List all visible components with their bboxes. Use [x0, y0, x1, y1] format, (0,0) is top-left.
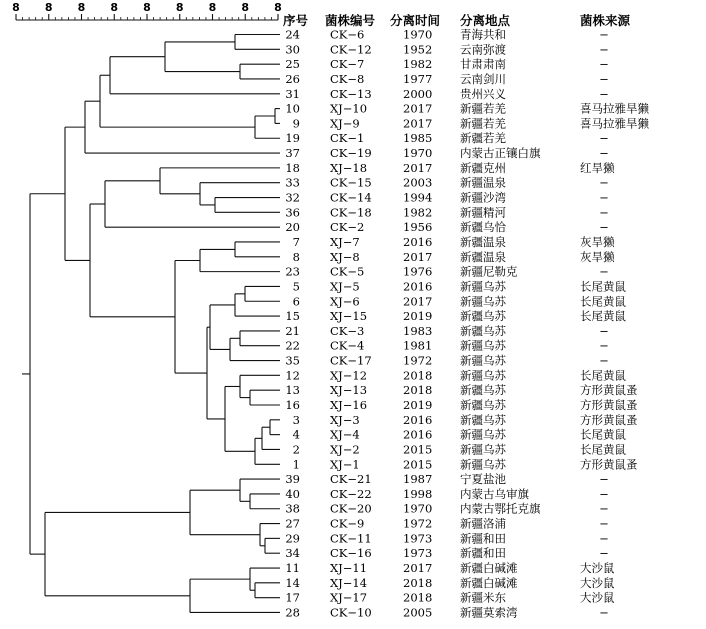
row-index: 12: [285, 368, 300, 383]
row-index: 16: [285, 398, 300, 412]
row-year: 1981: [403, 338, 433, 353]
row-strain: CK−12: [330, 42, 372, 57]
row-index: 26: [285, 71, 300, 86]
row-strain: XJ−11: [330, 561, 368, 576]
row-source: 大沙鼠: [580, 590, 615, 605]
row-index: 14: [285, 575, 300, 590]
row-location: 新疆乌苏: [460, 457, 506, 472]
table-row: [285, 324, 608, 338]
row-year: 1956: [403, 220, 433, 235]
row-strain: CK−1: [330, 131, 365, 146]
row-source: 方形黄鼠蚤: [580, 457, 638, 472]
row-source: 灰旱獭: [580, 249, 615, 264]
row-source: −: [599, 175, 609, 190]
row-strain: XJ−4: [330, 427, 360, 442]
row-year: 2016: [403, 234, 433, 249]
row-strain: XJ−14: [330, 575, 368, 590]
strain-table: [285, 28, 649, 620]
row-source: −: [599, 131, 609, 146]
row-location: 新疆乌苏: [460, 353, 506, 368]
row-source: −: [599, 338, 609, 353]
row-location: 新疆白碱滩: [460, 575, 518, 590]
scale-label: 8: [143, 1, 151, 14]
row-index: 17: [285, 590, 300, 605]
table-row: [285, 28, 608, 42]
table-row: [285, 502, 608, 516]
scale-bar: [12, 1, 282, 20]
row-source: −: [599, 353, 609, 368]
row-index: 40: [285, 486, 300, 501]
scale-label: 8: [44, 1, 53, 14]
row-year: 1976: [403, 264, 433, 279]
row-strain: XJ−1: [330, 457, 360, 472]
row-year: 2005: [403, 605, 433, 620]
row-year: 1970: [403, 146, 433, 161]
row-index: 24: [285, 27, 300, 42]
row-location: 新疆乌苏: [460, 368, 506, 383]
table-row: [293, 428, 627, 442]
row-index: 25: [285, 57, 300, 72]
table-row: [285, 72, 608, 86]
row-year: 1983: [403, 323, 433, 338]
row-index: 20: [285, 220, 300, 235]
row-source: 长尾黄鼠: [580, 309, 626, 324]
table-row: [285, 398, 638, 412]
table-row: [293, 250, 615, 264]
scale-label: 8: [110, 1, 119, 14]
row-year: 2019: [403, 398, 433, 412]
row-location: 新疆克州: [460, 160, 506, 175]
row-strain: XJ−9: [330, 116, 360, 131]
row-year: 2017: [403, 561, 433, 576]
row-strain: CK−3: [330, 323, 365, 338]
row-year: 1952: [403, 42, 433, 57]
row-strain: XJ−7: [330, 234, 360, 249]
row-source: 喜马拉雅旱獭: [580, 116, 649, 131]
row-source: 红旱獭: [580, 160, 615, 175]
row-year: 1972: [403, 516, 433, 531]
row-strain: XJ−15: [330, 309, 368, 324]
row-index: 32: [285, 190, 300, 205]
row-strain: XJ−18: [330, 160, 368, 175]
row-year: 1973: [403, 531, 433, 546]
row-strain: CK−11: [330, 531, 372, 546]
row-year: 2018: [403, 368, 433, 383]
table-row: [285, 339, 608, 353]
row-location: 新疆温泉: [460, 234, 506, 249]
row-index: 21: [285, 323, 300, 338]
row-location: 内蒙古正镶白旗: [460, 146, 541, 161]
row-year: 2015: [403, 442, 433, 457]
row-index: 33: [285, 175, 300, 190]
table-row: [285, 146, 608, 160]
row-location: 青海共和: [460, 27, 506, 42]
row-source: 长尾黄鼠: [580, 368, 626, 383]
row-index: 1: [292, 457, 300, 472]
row-year: 2018: [403, 575, 433, 590]
row-index: 37: [285, 146, 300, 161]
row-source: −: [599, 516, 609, 531]
row-index: 8: [292, 249, 300, 264]
row-index: 4: [292, 427, 300, 442]
row-year: 2018: [403, 590, 433, 605]
row-year: 2018: [403, 383, 433, 398]
row-strain: CK−14: [330, 190, 372, 205]
row-year: 1973: [403, 546, 433, 561]
row-source: −: [599, 501, 609, 516]
row-location: 新疆乌苏: [460, 338, 506, 353]
row-strain: XJ−12: [330, 368, 368, 383]
table-header: [283, 13, 631, 28]
table-row: [285, 102, 649, 116]
row-source: −: [599, 546, 609, 561]
row-strain: XJ−5: [330, 279, 360, 294]
table-row: [285, 576, 615, 590]
row-source: −: [599, 146, 609, 161]
table-row: [285, 517, 608, 531]
row-location: 新疆白碱滩: [460, 561, 518, 576]
row-index: 19: [285, 131, 300, 146]
row-index: 10: [285, 101, 300, 116]
row-index: 39: [285, 472, 300, 487]
table-row: [293, 279, 627, 293]
row-strain: XJ−3: [330, 412, 360, 427]
row-source: 方形黄鼠蚤: [580, 383, 638, 398]
row-location: 新疆和田: [460, 531, 506, 546]
row-index: 23: [285, 264, 300, 279]
table-row: [285, 87, 608, 101]
row-index: 3: [292, 412, 300, 427]
row-strain: CK−9: [330, 516, 365, 531]
row-strain: CK−19: [330, 146, 372, 161]
table-row: [293, 442, 627, 456]
row-source: −: [599, 323, 609, 338]
row-index: 30: [285, 42, 300, 57]
table-row: [285, 561, 615, 575]
row-source: −: [599, 27, 609, 42]
row-strain: CK−13: [330, 86, 372, 101]
row-year: 1972: [403, 353, 433, 368]
table-row: [285, 161, 615, 175]
row-index: 7: [292, 234, 300, 249]
row-location: 新疆乌苏: [460, 279, 506, 294]
table-row: [285, 472, 608, 486]
row-index: 22: [285, 338, 300, 353]
row-source: −: [599, 205, 609, 220]
row-index: 34: [285, 546, 300, 561]
table-row: [285, 309, 626, 323]
row-location: 新疆沙湾: [460, 190, 506, 205]
table-row: [285, 354, 608, 368]
row-year: 1994: [403, 190, 433, 205]
table-row: [293, 235, 615, 249]
row-source: −: [599, 71, 609, 86]
header-strain: 菌株编号: [325, 13, 376, 28]
row-strain: XJ−13: [330, 383, 368, 398]
row-location: 新疆洛浦: [460, 516, 506, 531]
row-index: 6: [292, 294, 300, 309]
row-location: 新疆乌苏: [460, 294, 506, 309]
table-row: [285, 368, 626, 382]
row-location: 新疆若羌: [460, 101, 506, 116]
row-location: 新疆乌苏: [460, 309, 506, 324]
row-location: 新疆乌苏: [460, 442, 506, 457]
row-year: 2015: [403, 457, 433, 472]
row-location: 甘肃肃南: [460, 57, 506, 72]
dendrogram-tree: [22, 35, 280, 613]
header-index: 序号: [283, 13, 309, 28]
row-source: −: [599, 57, 609, 72]
row-strain: CK−10: [330, 605, 372, 620]
row-index: 18: [285, 160, 300, 175]
row-index: 36: [285, 205, 300, 220]
row-location: 新疆乌苏: [460, 427, 506, 442]
row-location: 新疆若羌: [460, 116, 506, 131]
row-strain: CK−17: [330, 353, 372, 368]
row-location: 贵州兴义: [460, 86, 506, 101]
table-row: [293, 294, 627, 308]
row-location: 新疆乌苏: [460, 412, 506, 427]
row-year: 2003: [403, 175, 433, 190]
row-strain: XJ−17: [330, 590, 368, 605]
row-year: 2016: [403, 412, 433, 427]
row-year: 2019: [403, 309, 433, 324]
row-index: 38: [285, 501, 300, 516]
row-location: 云南剑川: [460, 71, 506, 86]
row-index: 31: [285, 86, 300, 101]
row-location: 新疆尼勒克: [460, 264, 518, 279]
table-row: [285, 591, 615, 605]
table-row: [285, 42, 608, 56]
table-row: [285, 605, 608, 619]
row-index: 15: [285, 309, 300, 324]
row-strain: CK−18: [330, 205, 372, 220]
scale-label: 8: [241, 1, 250, 14]
row-year: 1982: [403, 205, 433, 220]
row-index: 28: [285, 605, 300, 620]
row-year: 1998: [403, 486, 433, 501]
row-location: 新疆温泉: [460, 249, 506, 264]
row-location: 新疆温泉: [460, 175, 506, 190]
row-location: 新疆和田: [460, 546, 506, 561]
row-location: 新疆乌苏: [460, 323, 506, 338]
row-strain: CK−8: [330, 71, 365, 86]
row-strain: CK−15: [330, 175, 372, 190]
row-year: 2017: [403, 294, 433, 309]
table-row: [285, 531, 608, 545]
row-year: 2017: [403, 116, 433, 131]
scale-label: 8: [208, 1, 217, 14]
header-year: 分离时间: [390, 13, 441, 28]
row-strain: CK−7: [330, 57, 365, 72]
row-source: 方形黄鼠蚤: [580, 412, 638, 427]
row-source: 喜马拉雅旱獭: [580, 101, 649, 116]
table-row: [285, 205, 608, 219]
table-row: [285, 546, 608, 560]
row-strain: CK−21: [330, 472, 372, 487]
row-strain: CK−4: [330, 338, 365, 353]
row-location: 新疆米东: [460, 590, 506, 605]
row-year: 1970: [403, 501, 433, 516]
row-source: −: [599, 86, 609, 101]
row-source: −: [599, 605, 609, 620]
scale-label: 8: [77, 1, 86, 14]
table-row: [293, 413, 638, 427]
row-location: 云南弥渡: [460, 42, 506, 57]
scale-label: 8: [12, 1, 20, 14]
row-source: −: [599, 486, 609, 501]
table-row: [285, 131, 608, 145]
row-index: 35: [285, 353, 300, 368]
table-row: [293, 457, 638, 471]
row-source: −: [599, 220, 609, 235]
row-source: 长尾黄鼠: [580, 427, 626, 442]
table-row: [285, 191, 608, 205]
row-index: 5: [292, 279, 300, 294]
table-row: [285, 383, 638, 397]
scale-label: 8: [175, 1, 184, 14]
header-location: 分离地点: [460, 13, 511, 28]
row-index: 13: [285, 383, 300, 398]
row-location: 宁夏盐池: [460, 472, 506, 487]
row-source: 长尾黄鼠: [580, 442, 626, 457]
row-index: 11: [285, 561, 300, 576]
row-strain: CK−16: [330, 546, 372, 561]
row-year: 1985: [403, 131, 433, 146]
row-location: 新疆精河: [460, 205, 506, 220]
row-source: 长尾黄鼠: [580, 279, 626, 294]
row-source: 长尾黄鼠: [580, 294, 626, 309]
row-year: 1977: [403, 71, 433, 86]
table-row: [293, 116, 650, 130]
row-location: 新疆乌苏: [460, 383, 506, 398]
row-year: 2016: [403, 279, 433, 294]
row-location: 内蒙古鄂托克旗: [460, 501, 541, 516]
row-strain: CK−6: [330, 27, 365, 42]
table-row: [285, 220, 608, 234]
row-year: 2016: [403, 427, 433, 442]
row-year: 2000: [403, 86, 433, 101]
row-index: 2: [292, 442, 300, 457]
row-year: 2017: [403, 160, 433, 175]
row-source: −: [599, 531, 609, 546]
row-strain: XJ−8: [330, 249, 360, 264]
table-row: [285, 265, 608, 279]
row-source: 方形黄鼠蚤: [580, 398, 638, 412]
row-location: 新疆乌恰: [460, 220, 506, 235]
row-source: −: [599, 190, 609, 205]
row-year: 1982: [403, 57, 433, 72]
scale-label: 8: [274, 1, 282, 14]
row-source: −: [599, 472, 609, 487]
row-index: 27: [285, 516, 300, 531]
row-strain: CK−5: [330, 264, 365, 279]
row-strain: XJ−2: [330, 442, 360, 457]
row-source: 大沙鼠: [580, 561, 615, 576]
row-location: 新疆莫索湾: [460, 605, 518, 620]
row-source: 灰旱獭: [580, 234, 615, 249]
row-year: 2017: [403, 249, 433, 264]
header-source: 菌株来源: [580, 13, 631, 28]
row-location: 新疆乌苏: [460, 398, 506, 412]
table-row: [285, 487, 608, 501]
row-index: 9: [292, 116, 300, 131]
row-location: 内蒙古乌审旗: [460, 486, 529, 501]
row-location: 新疆若羌: [460, 131, 506, 146]
row-strain: XJ−6: [330, 294, 360, 309]
row-year: 2017: [403, 101, 433, 116]
table-row: [285, 57, 608, 71]
row-year: 1970: [403, 27, 433, 42]
row-source: −: [599, 264, 609, 279]
row-strain: XJ−10: [330, 101, 368, 116]
row-source: 大沙鼠: [580, 575, 615, 590]
row-strain: CK−22: [330, 486, 372, 501]
row-year: 1987: [403, 472, 433, 487]
row-strain: CK−2: [330, 220, 365, 235]
row-index: 29: [285, 531, 300, 546]
table-row: [285, 176, 608, 190]
row-source: −: [599, 42, 609, 57]
row-strain: CK−20: [330, 501, 372, 516]
row-strain: XJ−16: [330, 398, 368, 412]
